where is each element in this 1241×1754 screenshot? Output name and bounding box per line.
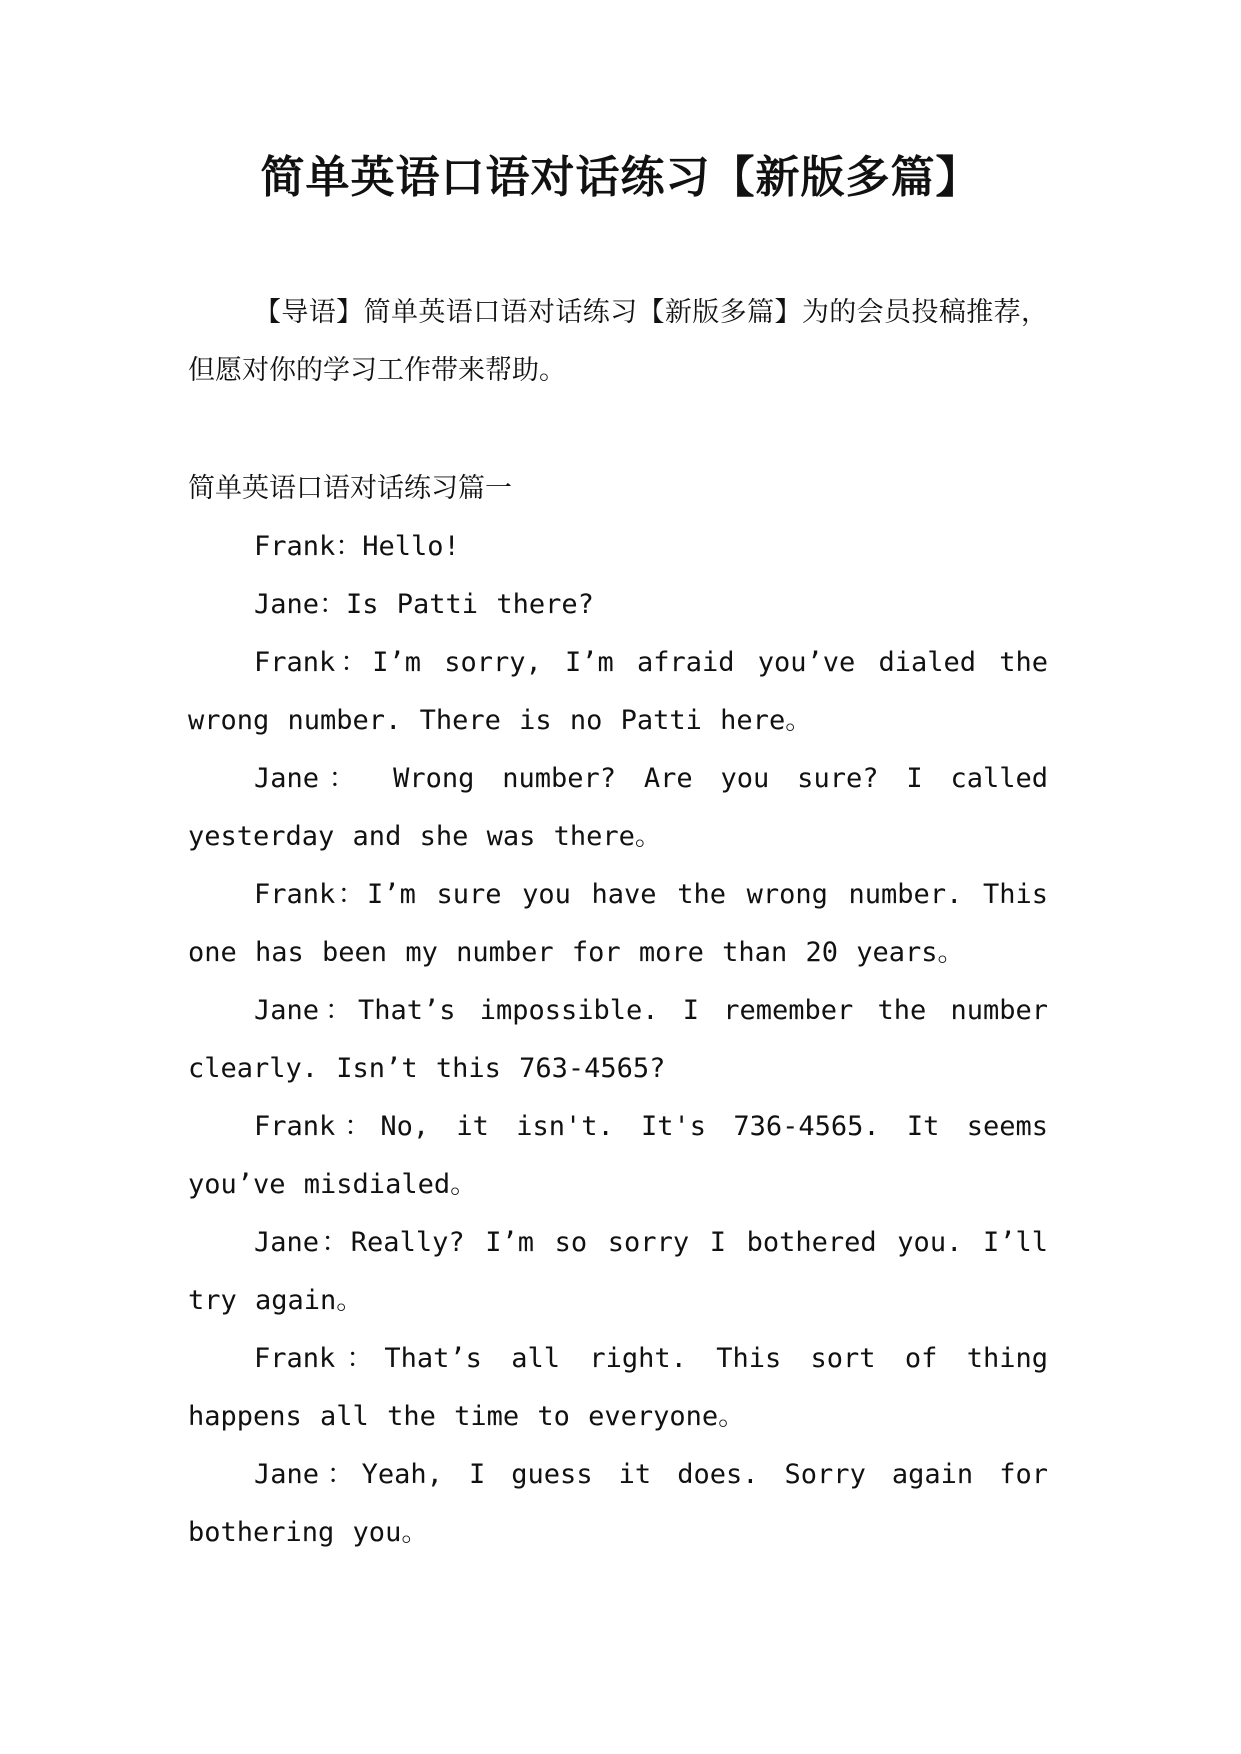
dialogue-line: Jane：Really? I’m so sorry I bothered you. I’ll try again。 [188, 1227, 1048, 1316]
intro-paragraph: 【导语】简单英语口语对话练习【新版多篇】为的会员投稿推荐，但愿对你的学习工作带来帮助。 [188, 297, 1048, 386]
dialogue-list [188, 518, 1048, 1562]
dialogue-line: Jane：Yeah, I guess it does. Sorry again for bothering you。 [188, 1459, 1048, 1548]
dialogue-line: Frank：I’m sorry, I’m afraid you’ve dialed the wrong number. There is no Patti here。 [188, 647, 1048, 736]
document-title: 简单英语口语对话练习【新版多篇】 [260, 152, 981, 203]
dialogue-line: Jane：That’s impossible. I remember the number clearly. Isn’t this 763-4565? [188, 995, 1048, 1084]
dialogue-line: Frank：No, it isn't. It's 736-4565. It seems you’ve misdialed。 [188, 1111, 1048, 1200]
dialogue-line: Frank：Hello! [254, 531, 460, 562]
section-heading: 简单英语口语对话练习篇一 [188, 473, 512, 504]
dialogue-line: Frank：That’s all right. This sort of thing happens all the time to everyone。 [188, 1343, 1048, 1432]
dialogue-line: Jane： Wrong number? Are you sure? I called yesterday and she was there。 [188, 763, 1048, 852]
dialogue-line: Frank：I’m sure you have the wrong number. This one has been my number for more than 20 years。 [188, 879, 1048, 968]
dialogue-line: Jane：Is Patti there? [254, 589, 594, 620]
